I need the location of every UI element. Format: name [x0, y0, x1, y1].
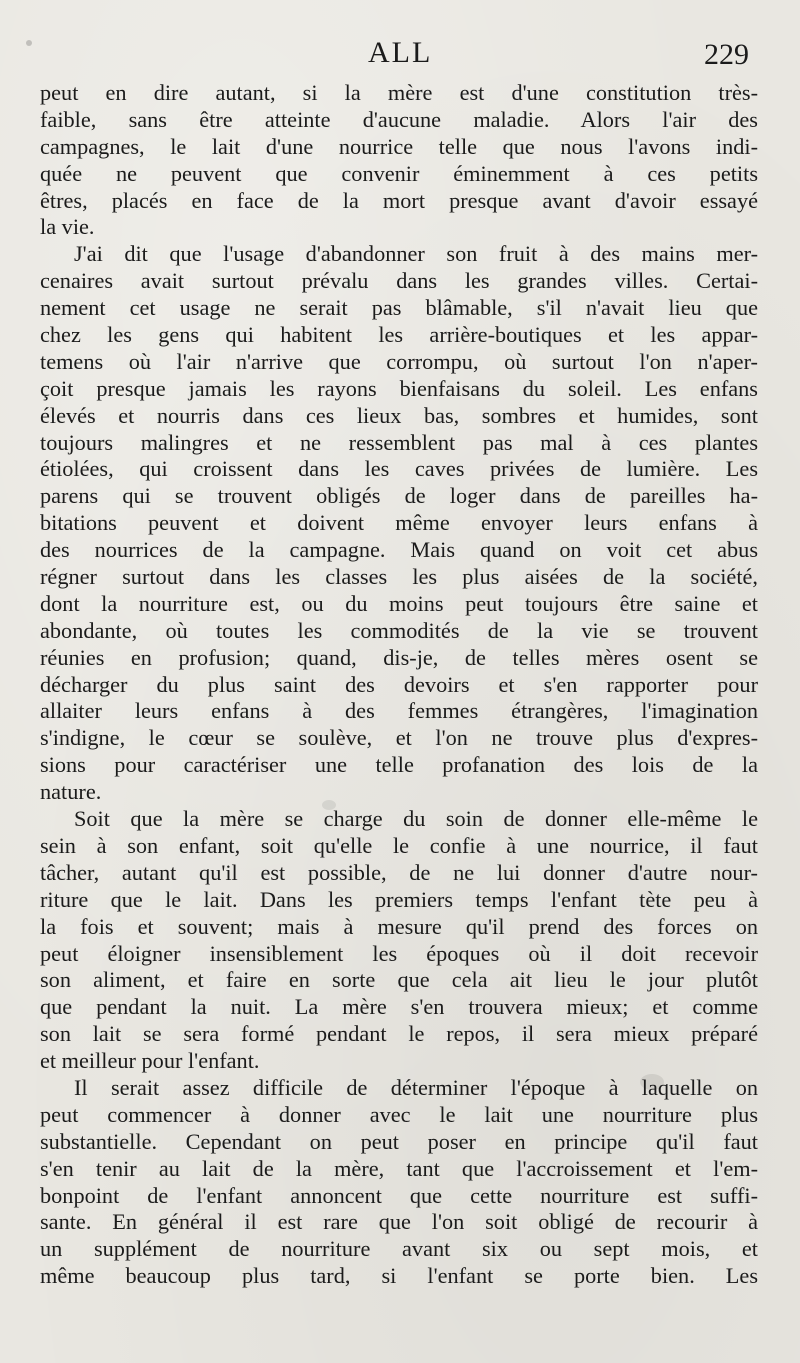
paragraph-first-line: Il serait assez difficile de déterminer l'époque à laquelle on: [74, 1074, 758, 1100]
text-line: sions pour caractériser une telle profanation des lois de la: [40, 752, 758, 778]
text-line: bitations peuvent et doivent même envoyer leurs enfans à: [40, 510, 758, 536]
text-line: et meilleur pour l'enfant.: [40, 1048, 260, 1074]
text-line: la fois et souvent; mais à mesure qu'il prend des forces on: [40, 913, 758, 939]
text-line: toujours malingres et ne ressemblent pas mal à ces plantes: [40, 429, 758, 455]
text-line: parens qui se trouvent obligés de loger dans de pareilles ha-: [40, 483, 758, 509]
page-header: [0, 36, 800, 76]
text-line: nature.: [40, 779, 102, 805]
text-line: chez les gens qui habitent les arrière-boutiques et les appar-: [40, 322, 758, 348]
text-line: même beaucoup plus tard, si l'enfant se porte bien. Les: [40, 1263, 758, 1289]
text-line: s'indigne, le cœur se soulève, et l'on ne trouve plus d'expres-: [40, 725, 758, 751]
text-line: son lait se sera formé pendant le repos, il sera mieux préparé: [40, 1021, 758, 1047]
running-head: ALL: [368, 36, 433, 69]
text-line: allaiter leurs enfans à des femmes étrangères, l'imagination: [40, 698, 758, 724]
page-number: 229: [704, 38, 749, 71]
text-line: dont la nourriture est, ou du moins peut toujours être saine et: [40, 590, 758, 616]
text-line: êtres, placés en face de la mort presque avant d'avoir essayé: [40, 187, 758, 213]
text-line: nement cet usage ne serait pas blâmable, s'il n'avait lieu que: [40, 295, 758, 321]
paragraph-first-line: J'ai dit que l'usage d'abandonner son fruit à des mains mer-: [74, 241, 758, 267]
text-line: sein à son enfant, soit qu'elle le confie à une nourrice, il faut: [40, 832, 758, 858]
text-line: tâcher, autant qu'il est possible, de ne lui donner d'autre nour-: [40, 859, 758, 885]
text-line: s'en tenir au lait de la mère, tant que l'accroissement et l'em-: [40, 1155, 758, 1181]
body-text: [40, 80, 758, 1290]
text-line: un supplément de nourriture avant six ou sept mois, et: [40, 1236, 758, 1262]
paragraph-first-line: Soit que la mère se charge du soin de donner elle-même le: [74, 806, 758, 832]
text-line: peut en dire autant, si la mère est d'une constitution très-: [40, 80, 758, 105]
text-line: décharger du plus saint des devoirs et s'en rapporter pour: [40, 671, 758, 697]
text-line: élevés et nourris dans ces lieux bas, sombres et humides, sont: [40, 402, 758, 428]
text-line: sante. En général il est rare que l'on soit obligé de recourir à: [40, 1209, 758, 1235]
text-line: çoit presque jamais les rayons bienfaisans du soleil. Les enfans: [40, 375, 758, 401]
text-line: son aliment, et faire en sorte que cela ait lieu le jour plutôt: [40, 967, 758, 993]
text-line: quée ne peuvent que convenir éminemment à ces petits: [40, 160, 758, 186]
text-line: bonpoint de l'enfant annoncent que cette nourriture est suffi-: [40, 1182, 758, 1208]
text-line: la vie.: [40, 214, 95, 240]
text-line: réunies en profusion; quand, dis-je, de telles mères osent se: [40, 644, 758, 670]
text-line: abondante, où toutes les commodités de la vie se trouvent: [40, 617, 758, 643]
text-line: faible, sans être atteinte d'aucune maladie. Alors l'air des: [40, 106, 758, 132]
text-line: des nourrices de la campagne. Mais quand on voit cet abus: [40, 537, 758, 563]
text-line: régner surtout dans les classes les plus aisées de la société,: [40, 564, 758, 590]
text-line: cenaires avait surtout prévalu dans les grandes villes. Certai-: [40, 268, 758, 294]
text-line: substantielle. Cependant on peut poser en principe qu'il faut: [40, 1128, 758, 1154]
text-line: peut éloigner insensiblement les époques où il doit recevoir: [40, 940, 758, 966]
text-line: que pendant la nuit. La mère s'en trouvera mieux; et comme: [40, 994, 758, 1020]
text-line: étiolées, qui croissent dans les caves privées de lumière. Les: [40, 456, 758, 482]
text-line: campagnes, le lait d'une nourrice telle que nous l'avons indi-: [40, 133, 758, 159]
text-line: peut commencer à donner avec le lait une nourriture plus: [40, 1101, 758, 1127]
text-line: temens où l'air n'arrive que corrompu, où surtout l'on n'aper-: [40, 348, 758, 374]
text-line: riture que le lait. Dans les premiers temps l'enfant tète peu à: [40, 886, 758, 912]
